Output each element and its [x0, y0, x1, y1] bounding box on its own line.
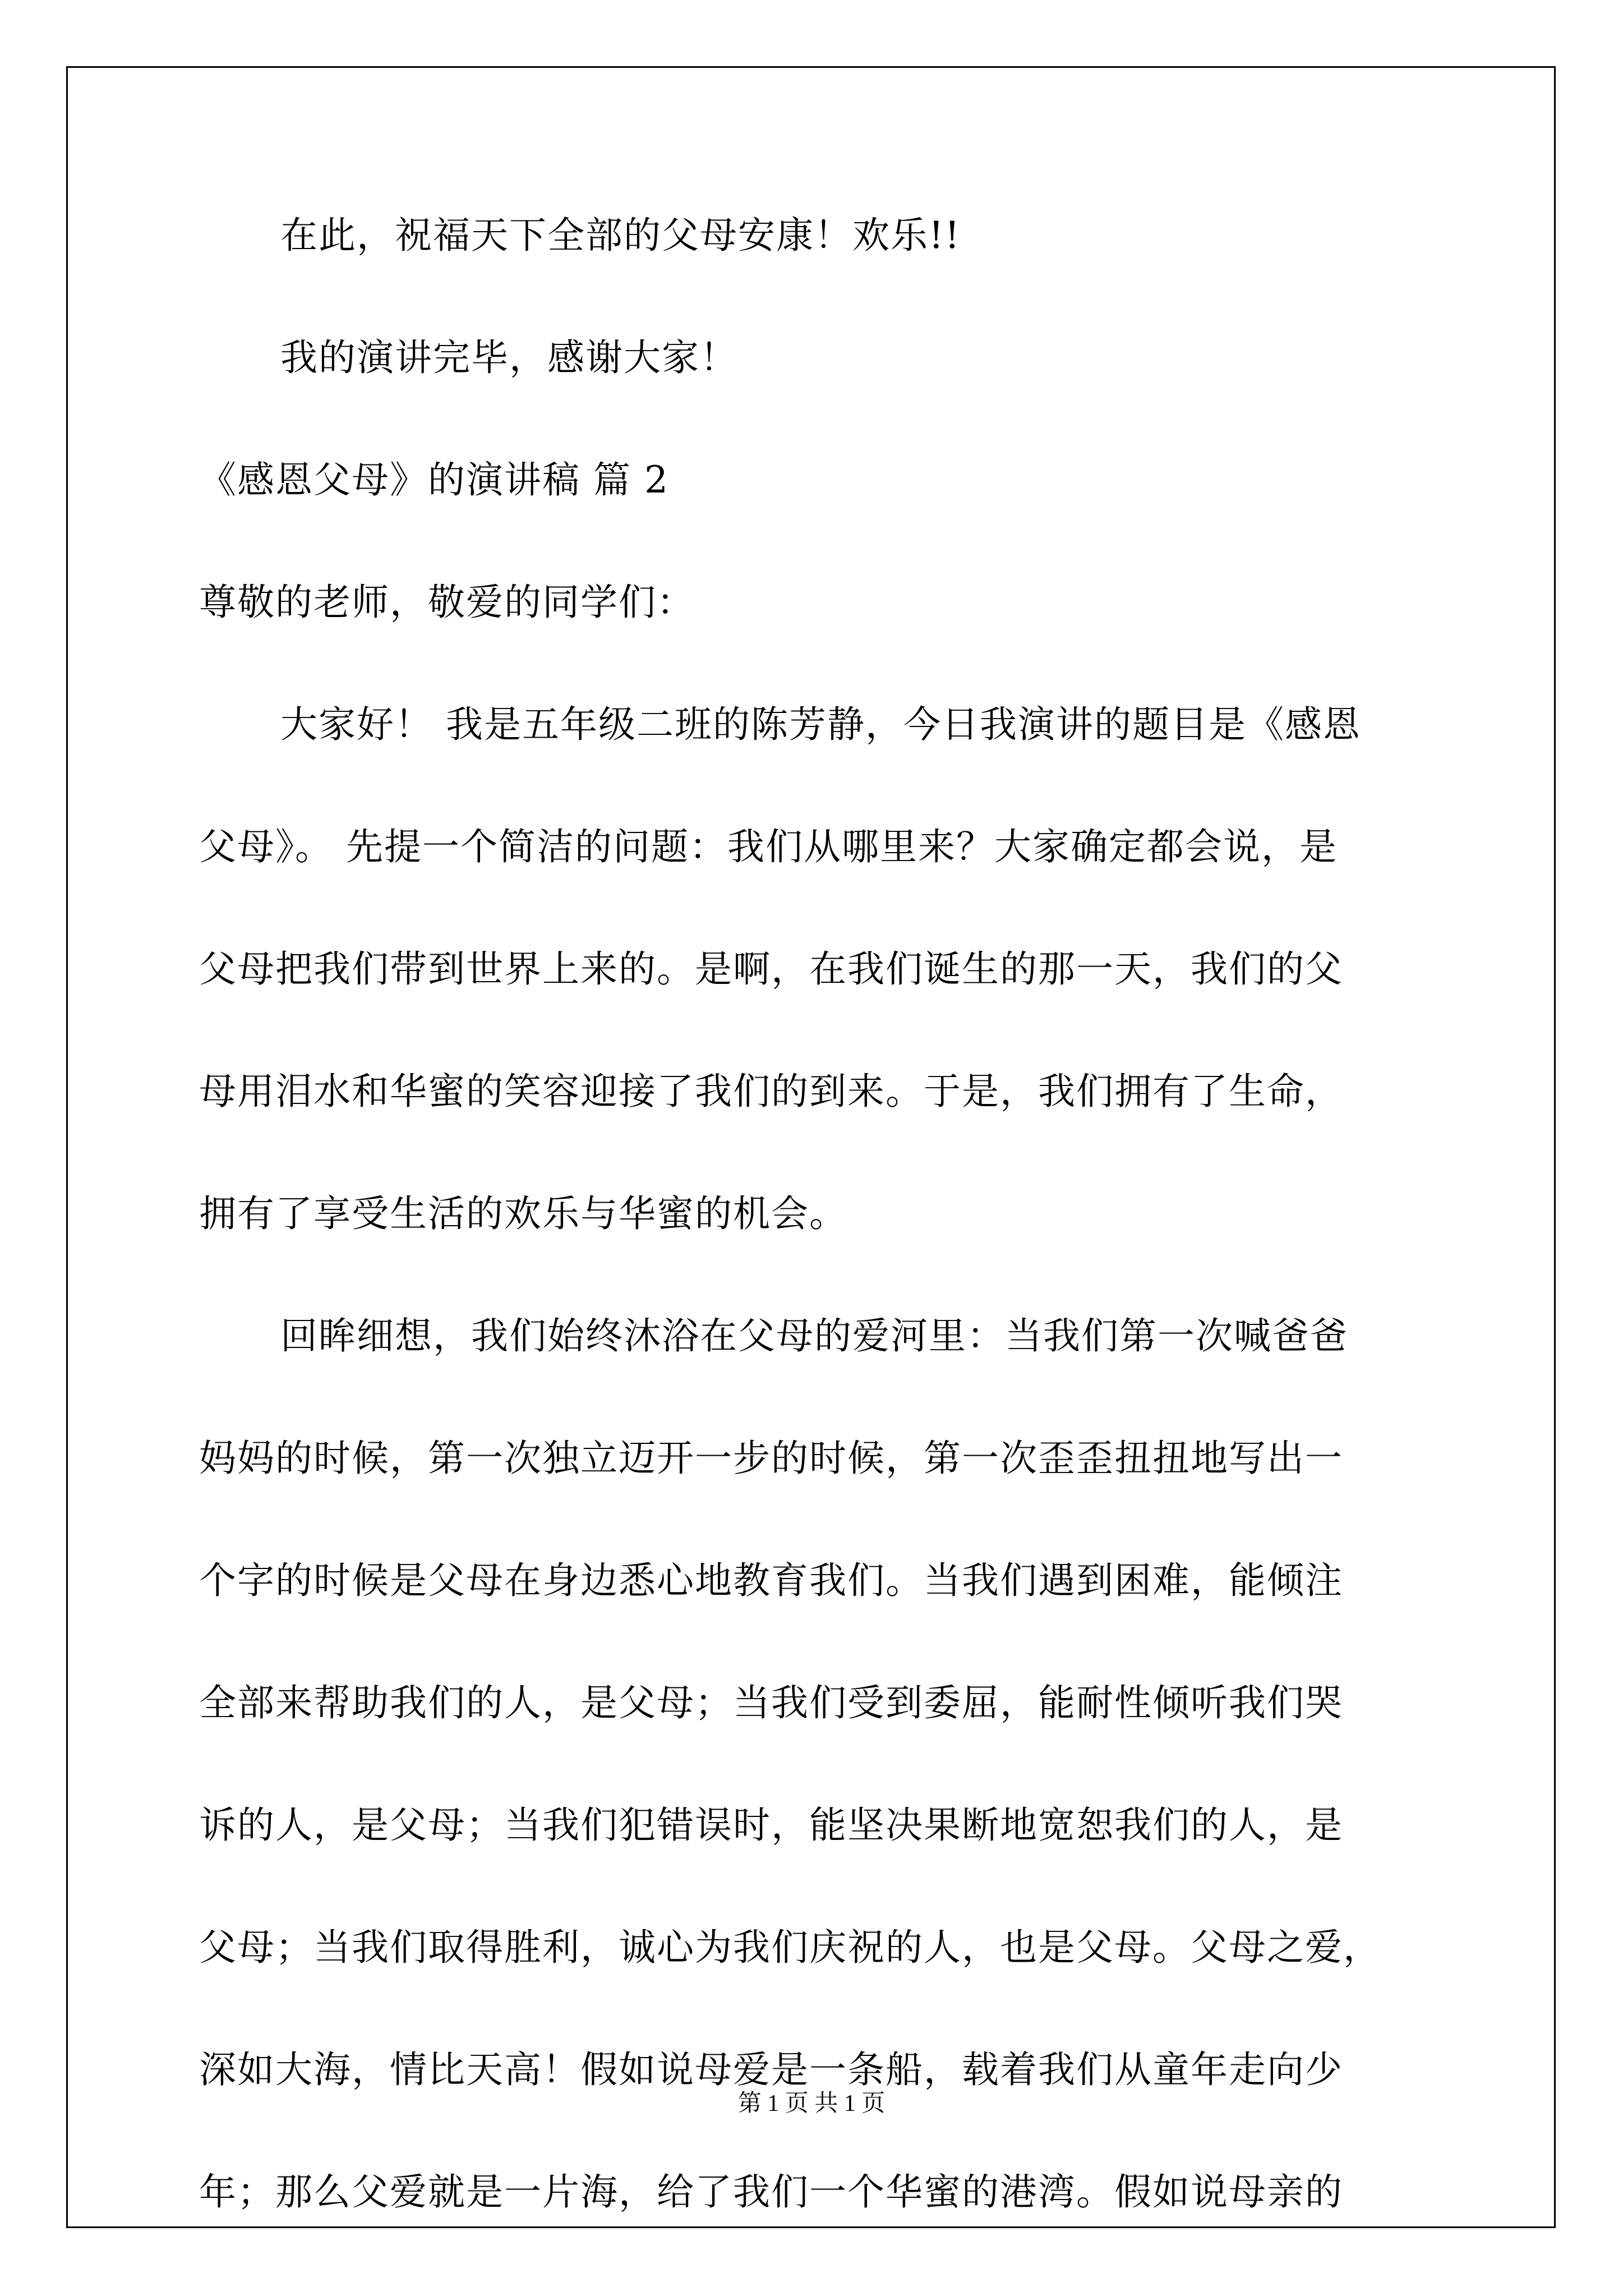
page-number-footer: 第 1 页 共 1 页 — [737, 2091, 886, 2116]
section-title: 《感恩父母》的演讲稿 篇 2 — [199, 458, 669, 501]
page-border — [66, 66, 1556, 2228]
paragraph-line: 父母；当我们取得胜利，诚心为我们庆祝的人，也是父母。父母之爱， — [199, 1926, 1381, 1969]
paragraph-line: 深如大海，情比天高！假如说母爱是一条船，载着我们从童年走向少 — [199, 2048, 1343, 2091]
paragraph-line: 父母把我们带到世界上来的。是啊，在我们诞生的那一天，我们的父 — [199, 947, 1343, 991]
paragraph-line: 妈妈的时候，第一次独立迈开一步的时候，第一次歪歪扭扭地写出一 — [199, 1437, 1343, 1480]
paragraph-line: 诉的人，是父母；当我们犯错误时，能坚决果断地宽恕我们的人，是 — [199, 1803, 1343, 1847]
paragraph-line: 父母》。 先提一个简洁的问题：我们从哪里来？大家确定都会说，是 — [199, 825, 1338, 868]
salutation: 尊敬的老师，敬爱的同学们： — [199, 581, 695, 624]
paragraph-line: 回眸细想，我们始终沐浴在父母的爱河里：当我们第一次喊爸爸 — [280, 1314, 1348, 1358]
paragraph-line: 母用泪水和华蜜的笑容迎接了我们的到来。于是，我们拥有了生命， — [199, 1070, 1343, 1113]
paragraph-line: 年；那么父爱就是一片海，给了我们一个华蜜的港湾。假如说母亲的 — [199, 2170, 1343, 2214]
paragraph-line: 拥有了享受生活的欢乐与华蜜的机会。 — [199, 1192, 847, 1235]
paragraph-line: 个字的时候是父母在身边悉心地教育我们。当我们遇到困难，能倾注 — [199, 1559, 1343, 1602]
paragraph-line: 全部来帮助我们的人，是父母；当我们受到委屈，能耐性倾听我们哭 — [199, 1681, 1343, 1724]
paragraph-line: 大家好！ 我是五年级二班的陈芳静，今日我演讲的题目是《感恩 — [280, 703, 1361, 746]
paragraph-line: 在此，祝福天下全部的父母安康！欢乐!! — [280, 214, 961, 257]
paragraph-line: 我的演讲完毕，感谢大家！ — [280, 336, 738, 379]
